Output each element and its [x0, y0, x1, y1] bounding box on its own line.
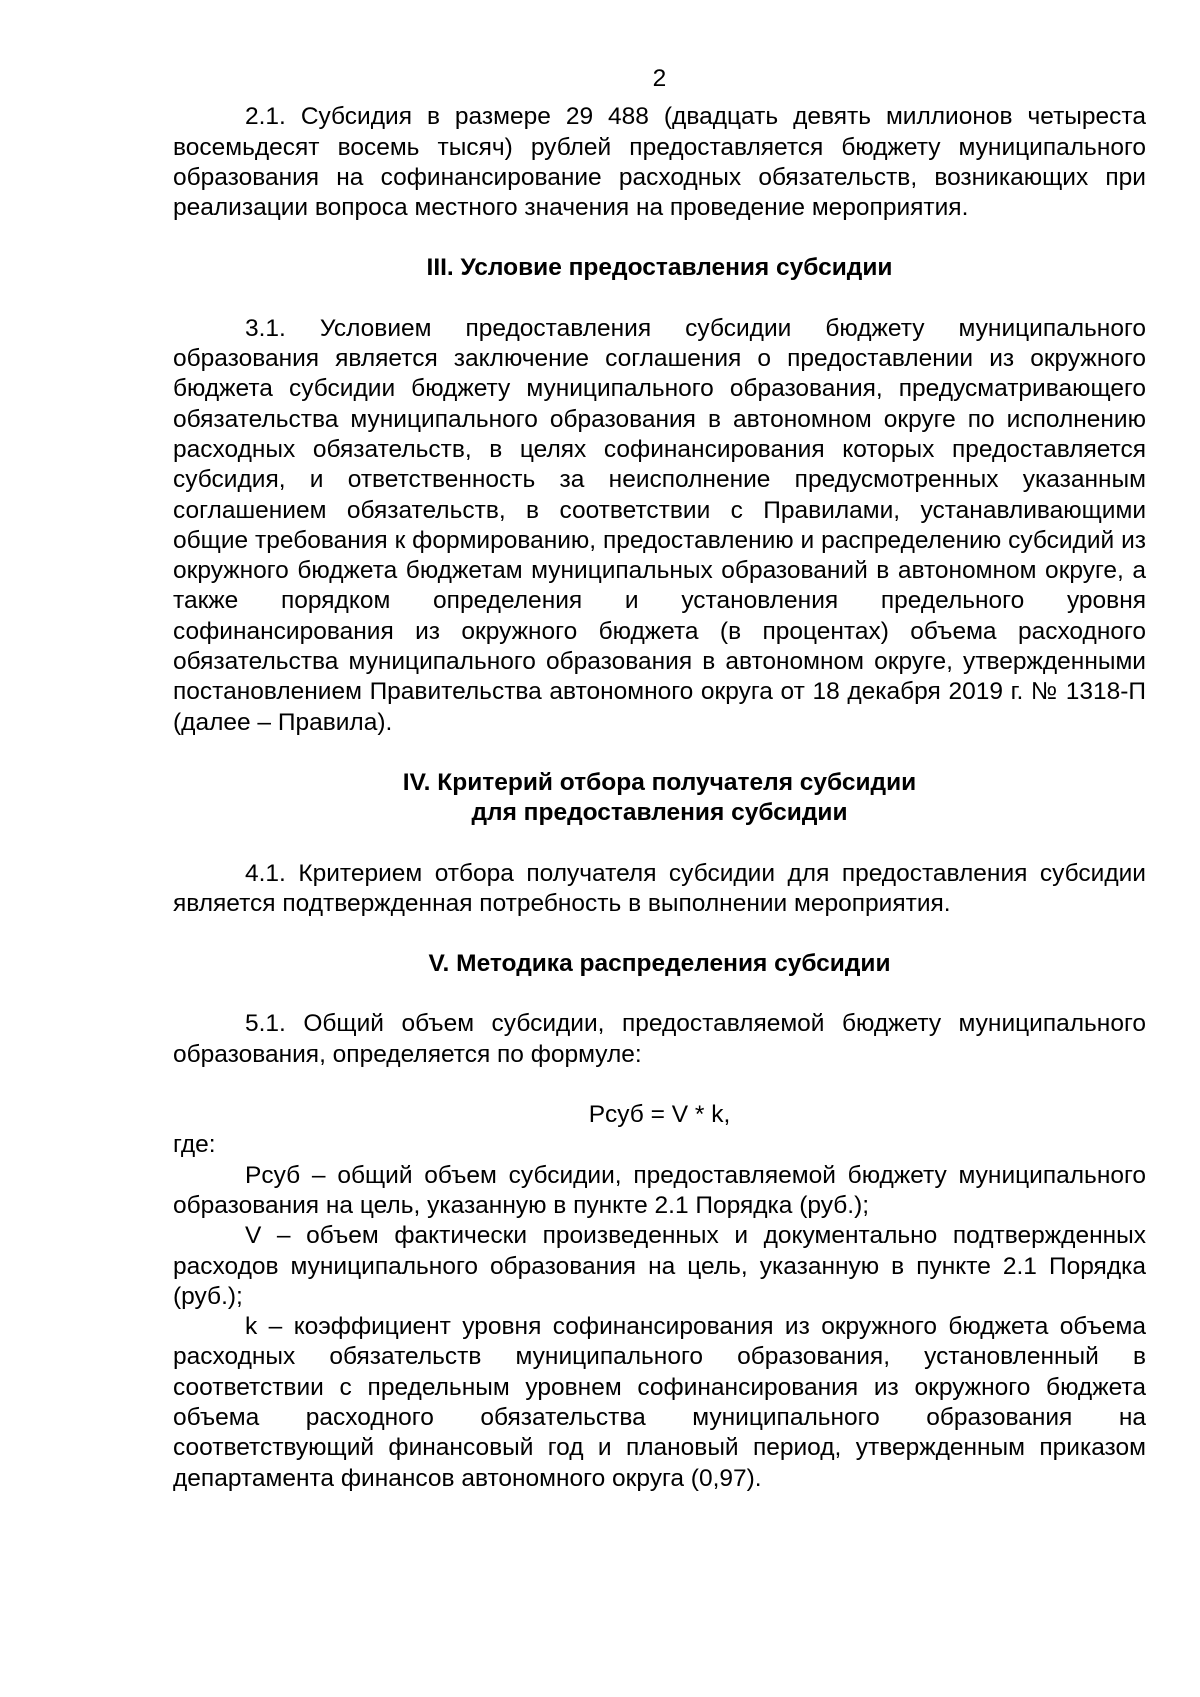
paragraph-4-1: 4.1. Критерием отбора получателя субсидии для предоставления субсидии является подтвержденная потребность в выполнении мероприятия. — [173, 859, 1146, 917]
section-4-heading-line2: для предоставления субсидии — [471, 799, 848, 827]
paragraph-3-1: 3.1. Условием предоставления субсидии бюджету муниципального образования является заключение соглашения о предоставлении из окружного бюджета субсидии бюджету муниципального образования, предусматривающего обязательства муниципального образования в автономном округе по исполнению расходных обязательств, в целях софинансирования которых предоставляется субсидия, и ответственность за неисполнение предусмотренных указанным соглашением обязательств, в соответствии с Правилами, устанавливающими общие требования к формированию, предоставлению и распределению субсидий из окружного бюджета бюджетам муниципальных образований в автономном округе, а также порядком определения и установления предельного уровня софинансирования из окружного бюджета (в процентах) объема расходного обязательства муниципального образования в автономном округе, утвержденными постановлением Правительства автономного округа от 18 декабря 2019 г. № 1318-П (далее – Правила). — [173, 314, 1146, 736]
definition-p: Pсуб – общий объем субсидии, предоставляемой бюджету муниципального образования на цель, указанную в пункте 2.1 Порядка (руб.); — [173, 1161, 1146, 1219]
paragraph-5-1: 5.1. Общий объем субсидии, предоставляемой бюджету муниципального образования, определяется по формуле: — [173, 1010, 1146, 1068]
definition-v: V – объем фактически произведенных и документально подтвержденных расходов муниципального образования на цель, указанную в пункте 2.1 Порядка (руб.); — [173, 1222, 1146, 1310]
section-4-heading — [173, 768, 1146, 829]
where-label: где: — [173, 1131, 216, 1159]
document-page — [173, 64, 1146, 1494]
section-3-heading: III. Условие предоставления субсидии — [426, 254, 893, 282]
section-5-heading: V. Методика распределения субсидии — [428, 950, 891, 978]
paragraph-2-1: 2.1. Субсидия в размере 29 488 (двадцать девять миллионов четыреста восемьдесят восемь тысяч) рублей предоставляется бюджету муниципального образования на софинансирование расходных обязательств, возникающих при реализации вопроса местного значения на проведение мероприятия. — [173, 103, 1146, 222]
definition-k: k – коэффициент уровня софинансирования из окружного бюджета объема расходных обязательств муниципального образования, установленный в соответствии с предельным уровнем софинансирования из окружного бюджета объема расходного обязательства муниципального образования на соответствующий финансовый год и плановый период, утвержденным приказом департамента финансов автономного округа (0,97). — [173, 1313, 1146, 1492]
formula: Pсуб = V * k, — [588, 1101, 731, 1129]
section-4-heading-line1: IV. Критерий отбора получателя субсидии — [402, 768, 917, 796]
page-number: 2 — [652, 65, 667, 92]
